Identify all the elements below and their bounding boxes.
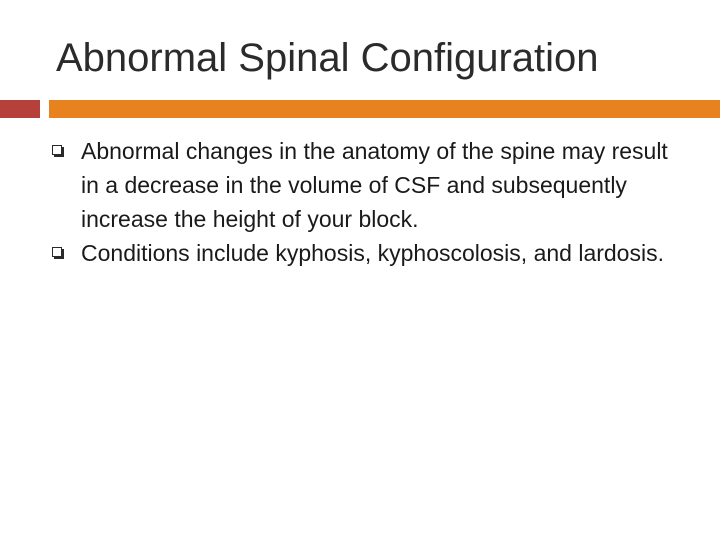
slide-title: Abnormal Spinal Configuration [56,36,599,80]
hollow-square-bullet-icon [52,145,62,155]
bullet-text: Abnormal changes in the anatomy of the spine may result in a decrease in the volume of CSF and subsequently increase the height of your block. [81,138,668,232]
bullet-list [50,134,690,270]
title-rule-left-accent [0,100,40,118]
bullet-item [50,236,690,270]
title-rule-gap [40,100,49,118]
bullet-text: Conditions include kyphosis, kyphoscolosis, and lardosis. [81,240,664,266]
bullet-item [50,134,690,236]
title-rule-right-accent [49,100,720,118]
hollow-square-bullet-icon [52,247,62,257]
